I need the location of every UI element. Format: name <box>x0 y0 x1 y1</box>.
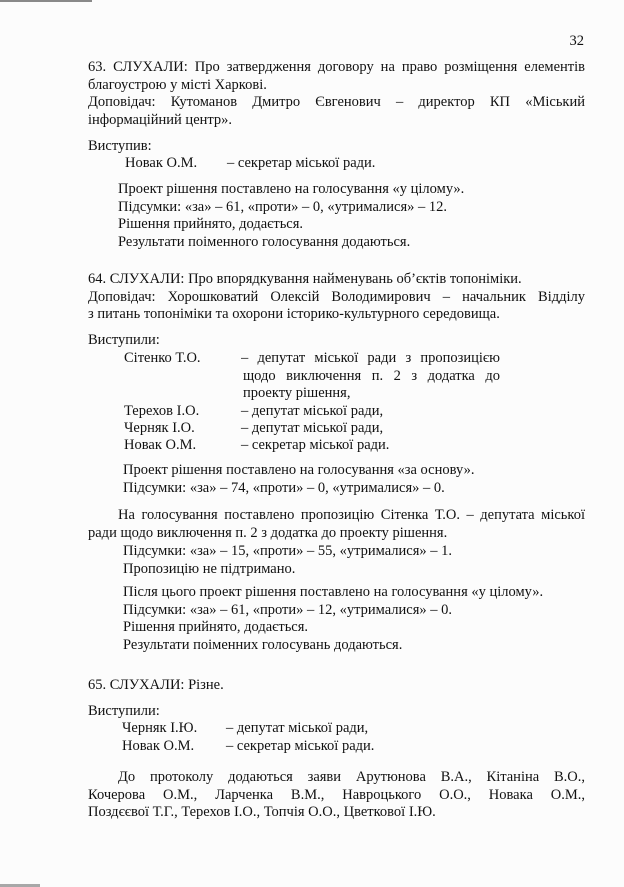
item-64-heard <box>88 271 585 324</box>
text-line: з питань топоніміки та охорони історико-культурного середовища. <box>88 306 500 323</box>
speaker-role: – депутат міської ради, <box>241 403 384 419</box>
speaker-name: Новак О.М. <box>122 737 195 754</box>
text-line: Поздєєвої Т.Г., Терехов І.О., Топчія О.О., Цветкової І.Ю. <box>88 804 436 821</box>
text-line: проекту рішення, <box>243 385 351 402</box>
speaker-name: Терехов І.О. <box>124 403 200 419</box>
item-63-vote <box>118 181 578 251</box>
text-line: Підсумки: «за» – 74, «проти» – 0, «утрималися» – 0. <box>123 479 445 496</box>
scan-edge-mark <box>0 0 92 2</box>
text-line: На голосування поставлено пропозицію Сітенка Т.О. – депутата міської <box>118 507 585 523</box>
text-line: інформаційний центр». <box>88 111 233 128</box>
text-line: 65. СЛУХАЛИ: Різне. <box>88 677 224 693</box>
speaker-role: – секретар міської ради. <box>227 155 376 171</box>
text-line: щодо виключення п. 2 з додатка до <box>243 367 500 384</box>
text-line: До протоколу додаються заяви Арутюнова В.А., Кітаніна В.О., <box>118 769 585 785</box>
text-line: Доповідач: Хорошковатий Олексій Володимирович – начальник Відділу <box>88 288 585 305</box>
text-line: Проект рішення поставлено на голосування «за основу». <box>123 462 475 478</box>
text-line: Проект рішення поставлено на голосування «у цілому». <box>118 181 465 197</box>
item-63-speakers-label <box>88 138 585 156</box>
speaker-name: Черняк І.Ю. <box>122 720 198 736</box>
text-line: 64. СЛУХАЛИ: Про впорядкування найменувань об’єктів топоніміки. <box>88 271 522 287</box>
text-line: ради щодо виключення п. 2 з додатка до проекту рішення. <box>88 524 448 541</box>
speaker-row <box>124 420 524 438</box>
speaker-name: Сітенко Т.О. <box>124 350 201 366</box>
item-65-heard <box>88 677 585 695</box>
text-line: Підсумки: «за» – 61, «проти» – 12, «утрималися» – 0. <box>123 601 453 618</box>
item-65-speakers <box>122 720 522 755</box>
item-63-reporter <box>88 94 585 129</box>
speaker-name: Новак О.М. <box>125 155 198 171</box>
text-line: Рішення прийнято, додається. <box>118 216 304 233</box>
speaker-row <box>124 403 524 421</box>
text-line: Кочерова О.М., Ларченка В.М., Навроцького О.О., Новака О.М., <box>88 786 585 803</box>
text-line: Після цього проект рішення поставлено на голосування «у цілому». <box>123 584 544 600</box>
speaker-role: – секретар міської ради. <box>226 737 375 754</box>
text-line: Пропозицію не підтримано. <box>123 560 296 577</box>
speaker-role <box>241 350 500 403</box>
speaker-role: – депутат міської ради, <box>226 720 369 736</box>
item-64-proposal-vote <box>123 543 578 578</box>
item-63-heard <box>88 59 585 94</box>
item-63-speakers <box>125 155 525 173</box>
speakers-label: Виступили: <box>88 332 160 348</box>
text-line: Результати поіменних голосувань додаються. <box>123 636 403 653</box>
speaker-role: – секретар міської ради. <box>241 437 390 453</box>
text-line: Підсумки: «за» – 15, «проти» – 55, «утрималися» – 1. <box>123 543 453 559</box>
text-line: – депутат міської ради з пропозицією <box>241 350 500 366</box>
speaker-row <box>122 738 522 756</box>
item-64-proposal <box>88 507 585 542</box>
speakers-label: Виступив: <box>88 138 152 154</box>
text-line: благоустрою у місті Харкові. <box>88 76 267 93</box>
page-number: 32 <box>569 33 584 49</box>
text-line: 63. СЛУХАЛИ: Про затвердження договору на право розміщення елементів <box>88 59 585 75</box>
speaker-row <box>122 720 522 738</box>
speaker-row <box>125 155 525 173</box>
item-65-speakers-label <box>88 703 585 721</box>
text-line: Рішення прийнято, додається. <box>123 619 309 636</box>
text-line: Підсумки: «за» – 61, «проти» – 0, «утрималися» – 12. <box>118 198 448 215</box>
speaker-name: Новак О.М. <box>124 437 197 453</box>
item-64-speakers-label <box>88 332 585 350</box>
text-line: Доповідач: Кутоманов Дмитро Євгенович – директор КП «Міський <box>88 94 585 110</box>
item-64-speakers <box>124 350 524 460</box>
speakers-label: Виступили: <box>88 703 160 719</box>
item-64-vote-basis <box>123 462 578 497</box>
text-line: Результати поіменного голосування додаються. <box>118 233 411 250</box>
speaker-role: – депутат міської ради, <box>241 420 384 436</box>
item-64-final-vote <box>123 584 593 654</box>
speaker-name: Черняк І.О. <box>124 420 195 436</box>
item-65-attachments <box>88 769 585 822</box>
speaker-row <box>124 437 524 455</box>
